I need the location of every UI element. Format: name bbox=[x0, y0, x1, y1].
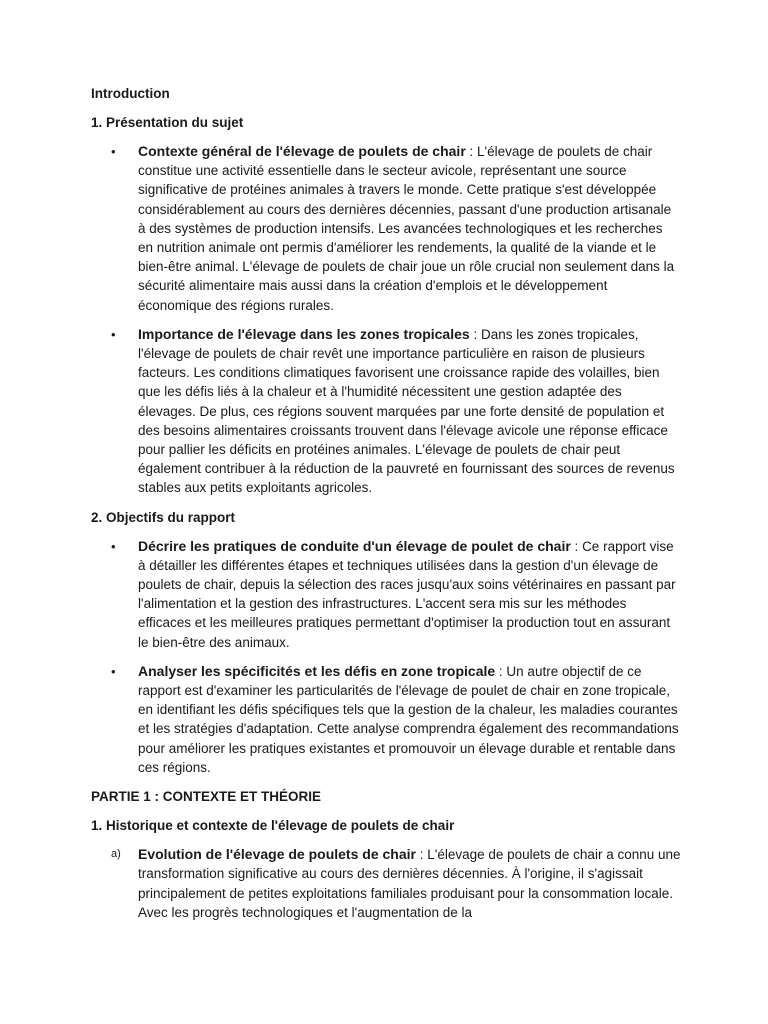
section-heading: Introduction bbox=[91, 86, 170, 101]
list-letter-marker: a) bbox=[111, 848, 121, 861]
item-lead-text: Décrire les pratiques de conduite d'un élevage de poulet de chair bbox=[138, 537, 571, 554]
section-heading: PARTIE 1 : CONTEXTE ET THÉORIE bbox=[91, 789, 322, 805]
bullet-marker: • bbox=[111, 538, 116, 554]
item-body-text: Ce rapport vise à détailler les différentes étapes et techniques utilisées dans la gestion d'un élevage de poulets de chair, depuis la sélection des races jusqu'aux soins vétérinaires en passant par l'alimentation et la gestion des infrastructures. L'accent sera mis sur les méthodes efficaces et les meilleures pratiques permettant d'optimiser la production tout en assurant le bien-être des animaux. bbox=[138, 538, 676, 650]
item-separator: : bbox=[415, 847, 428, 863]
item-separator: : bbox=[469, 326, 481, 342]
item-body-text: L'élevage de poulets de chair a connu une transformation significative au cours des dernières décennies. À l'origine, il s'agissait principalement de petites exploitations familiales produisant pour la consommation locale. Avec les progrès technologiques et l'augmentation de la bbox=[138, 847, 681, 920]
item-body-text: L'élevage de poulets de chair constitue une activité essentielle dans le secteur avicole, représentant une source significative de protéines animales à travers le monde. Cette pratique s'est développée considérablement au cours des dernières décennies, passant d'une production artisanale à des systèmes de production intensifs. Les avancées technologiques et les recherches en nutrition animale ont permis d'améliorer les rendements, la qualité de la viande et le bien-être animal. L'élevage de poulets de chair joue un rôle crucial non seulement dans la sécurité alimentaire mais aussi dans la création d'emplois et le développement économique des régions rurales. bbox=[138, 144, 675, 313]
item-lead-text: Contexte général de l'élevage de poulets de chair bbox=[138, 143, 466, 159]
item-lead-text: Analyser les spécificités et les défis en zone tropicale bbox=[138, 662, 496, 679]
list-item bbox=[91, 845, 681, 922]
item-lead-text: Importance de l'élevage dans les zones tropicales bbox=[138, 325, 470, 342]
item-lead-text: Evolution de l'élevage de poulets de chair bbox=[138, 846, 416, 863]
list-item bbox=[91, 142, 681, 315]
section-heading: 1. Historique et contexte de l'élevage de poulets de chair bbox=[91, 818, 455, 834]
bullet-marker: • bbox=[111, 144, 116, 159]
bullet-marker: • bbox=[111, 663, 116, 679]
section-heading: 2. Objectifs du rapport bbox=[91, 509, 236, 525]
item-separator: : bbox=[465, 144, 478, 159]
list-item bbox=[91, 537, 681, 652]
document-page bbox=[91, 84, 681, 932]
item-separator: : bbox=[495, 663, 507, 679]
section-heading: 1. Présentation du sujet bbox=[91, 115, 244, 130]
bullet-marker: • bbox=[111, 326, 116, 342]
item-body-text: Un autre objectif de ce rapport est d'examiner les particularités de l'élevage de poulet de chair en zone tropicale, en identifiant les défis spécifiques tels que la gestion de la chaleur, les maladies courantes et les stratégies d'adaptation. Cette analyse comprendra également des recommandations pour améliorer les pratiques existantes et promouvoir un élevage durable et rentable dans ces régions. bbox=[138, 663, 679, 775]
list-item bbox=[91, 662, 681, 777]
item-separator: : bbox=[570, 538, 583, 554]
list-item bbox=[91, 325, 681, 498]
item-body-text: Dans les zones tropicales, l'élevage de poulets de chair revêt une importance particulière en raison de plusieurs facteurs. Les conditions climatiques favorisent une croissance rapide des volailles, bien que les défis liés à la chaleur et à l'humidité nécessitent une gestion adaptée des élevages. De plus, ces régions souvent marquées par une forte densité de population et des besoins alimentaires croissants trouvent dans l'élevage avicole une réponse efficace pour pallier les déficits en protéines animales. L'élevage de poulets de chair peut également contribuer à la réduction de la pauvreté en fournissant des sources de revenus stables aux petits exploitants agricoles. bbox=[138, 326, 675, 496]
